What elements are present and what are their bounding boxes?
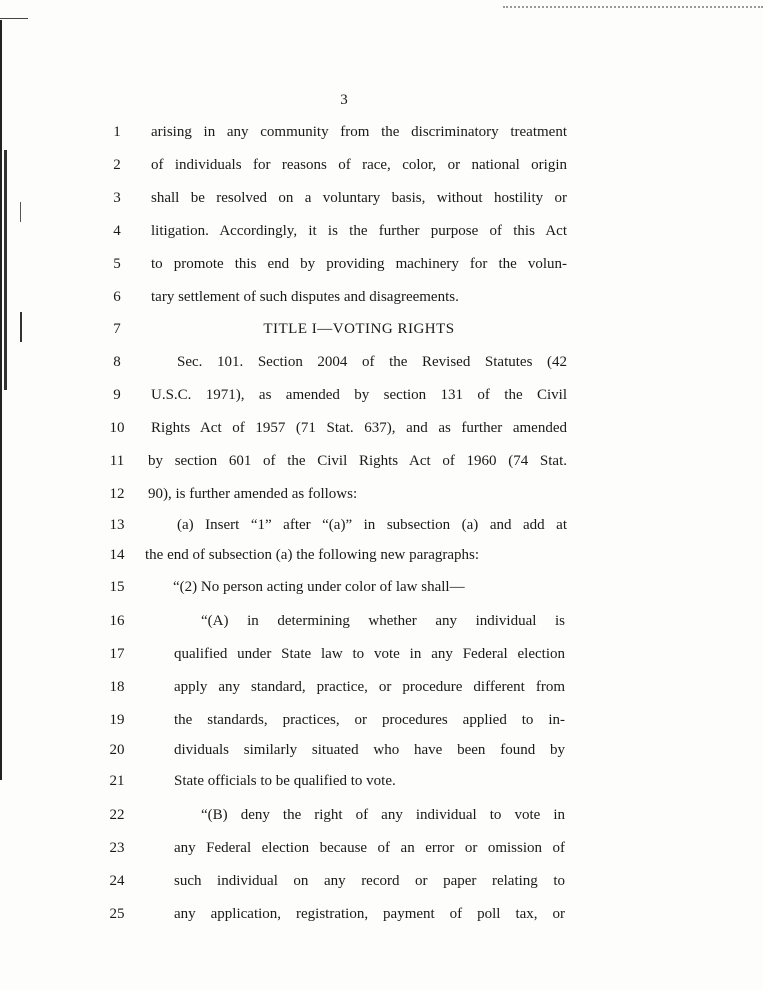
line-text: “(A) in determining whether any individual is (201, 613, 565, 629)
text-line (0, 218, 763, 244)
line-number: 11 (109, 453, 125, 469)
text-line (0, 835, 763, 861)
text-line (0, 737, 763, 763)
line-text: State officials to be qualified to vote. (174, 773, 396, 789)
line-number: 3 (113, 190, 121, 206)
line-text: tary settlement of such disputes and disagreements. (151, 289, 459, 305)
line-text: “(B) deny the right of any individual to vote in (201, 807, 565, 823)
line-number: 21 (109, 773, 125, 789)
line-text: dividuals similarly situated who have been found by (174, 742, 565, 758)
text-line (0, 152, 763, 178)
text-line (0, 608, 763, 634)
line-number: 16 (109, 613, 125, 629)
line-text: arising in any community from the discriminatory treatment (151, 124, 567, 140)
line-number: 7 (113, 321, 121, 337)
line-number: 4 (113, 223, 121, 239)
text-line (0, 674, 763, 700)
line-text: any application, registration, payment of poll tax, or (174, 906, 565, 922)
line-text: to promote this end by providing machinery for the volun- (151, 256, 567, 272)
line-text: litigation. Accordingly, it is the further purpose of this Act (151, 223, 567, 239)
line-text: such individual on any record or paper relating to (174, 873, 565, 889)
text-line (0, 448, 763, 474)
text-line (0, 768, 763, 794)
line-number: 2 (113, 157, 121, 173)
text-line (0, 251, 763, 277)
line-text: (a) Insert “1” after “(a)” in subsection (a) and add at (177, 517, 567, 533)
text-line (0, 707, 763, 733)
line-number: 12 (109, 486, 125, 502)
text-line (0, 119, 763, 145)
line-number: 13 (109, 517, 125, 533)
text-line (0, 481, 763, 507)
line-number: 10 (109, 420, 125, 436)
line-text: qualified under State law to vote in any Federal election (174, 646, 565, 662)
section-heading-line (0, 316, 763, 342)
text-line (0, 542, 763, 568)
line-number: 5 (113, 256, 121, 272)
line-text: Sec. 101. Section 2004 of the Revised Statutes (42 (177, 354, 567, 370)
text-line (0, 802, 763, 828)
title-heading: TITLE I—VOTING RIGHTS (263, 321, 455, 337)
line-number: 6 (113, 289, 121, 305)
line-text: U.S.C. 1971), as amended by section 131 of the Civil (151, 387, 567, 403)
line-text: the standards, practices, or procedures applied to in- (174, 712, 565, 728)
line-number: 14 (109, 547, 125, 563)
line-text: shall be resolved on a voluntary basis, without hostility or (151, 190, 567, 206)
text-line (0, 574, 763, 600)
line-number: 24 (109, 873, 125, 889)
line-text: the end of subsection (a) the following new paragraphs: (145, 547, 480, 563)
text-line (0, 901, 763, 927)
line-text: “(2) No person acting under color of law shall— (173, 579, 465, 595)
line-number: 9 (113, 387, 121, 403)
page-number: 3 (340, 92, 348, 108)
line-text: apply any standard, practice, or procedure different from (174, 679, 565, 695)
line-text: 90), is further amended as follows: (148, 486, 358, 502)
text-line (0, 415, 763, 441)
text-line (0, 868, 763, 894)
line-number: 18 (109, 679, 125, 695)
scan-artifact-corner (0, 18, 28, 19)
line-number: 17 (109, 646, 125, 662)
line-number: 20 (109, 742, 125, 758)
text-line (0, 641, 763, 667)
scan-artifact-top (503, 0, 763, 8)
line-text: any Federal election because of an error or omission of (174, 840, 565, 856)
line-number: 22 (109, 807, 125, 823)
line-text: by section 601 of the Civil Rights Act of 1960 (74 Stat. (148, 453, 567, 469)
line-text: Rights Act of 1957 (71 Stat. 637), and as further amended (151, 420, 567, 436)
text-line (0, 512, 763, 538)
text-line (0, 284, 763, 310)
text-line (0, 382, 763, 408)
line-number: 15 (109, 579, 125, 595)
line-number: 1 (113, 124, 121, 140)
text-line (0, 185, 763, 211)
line-number: 25 (109, 906, 125, 922)
line-number: 19 (109, 712, 125, 728)
line-number: 23 (109, 840, 125, 856)
line-number: 8 (113, 354, 121, 370)
line-text: of individuals for reasons of race, color, or national origin (151, 157, 567, 173)
text-line (0, 349, 763, 375)
